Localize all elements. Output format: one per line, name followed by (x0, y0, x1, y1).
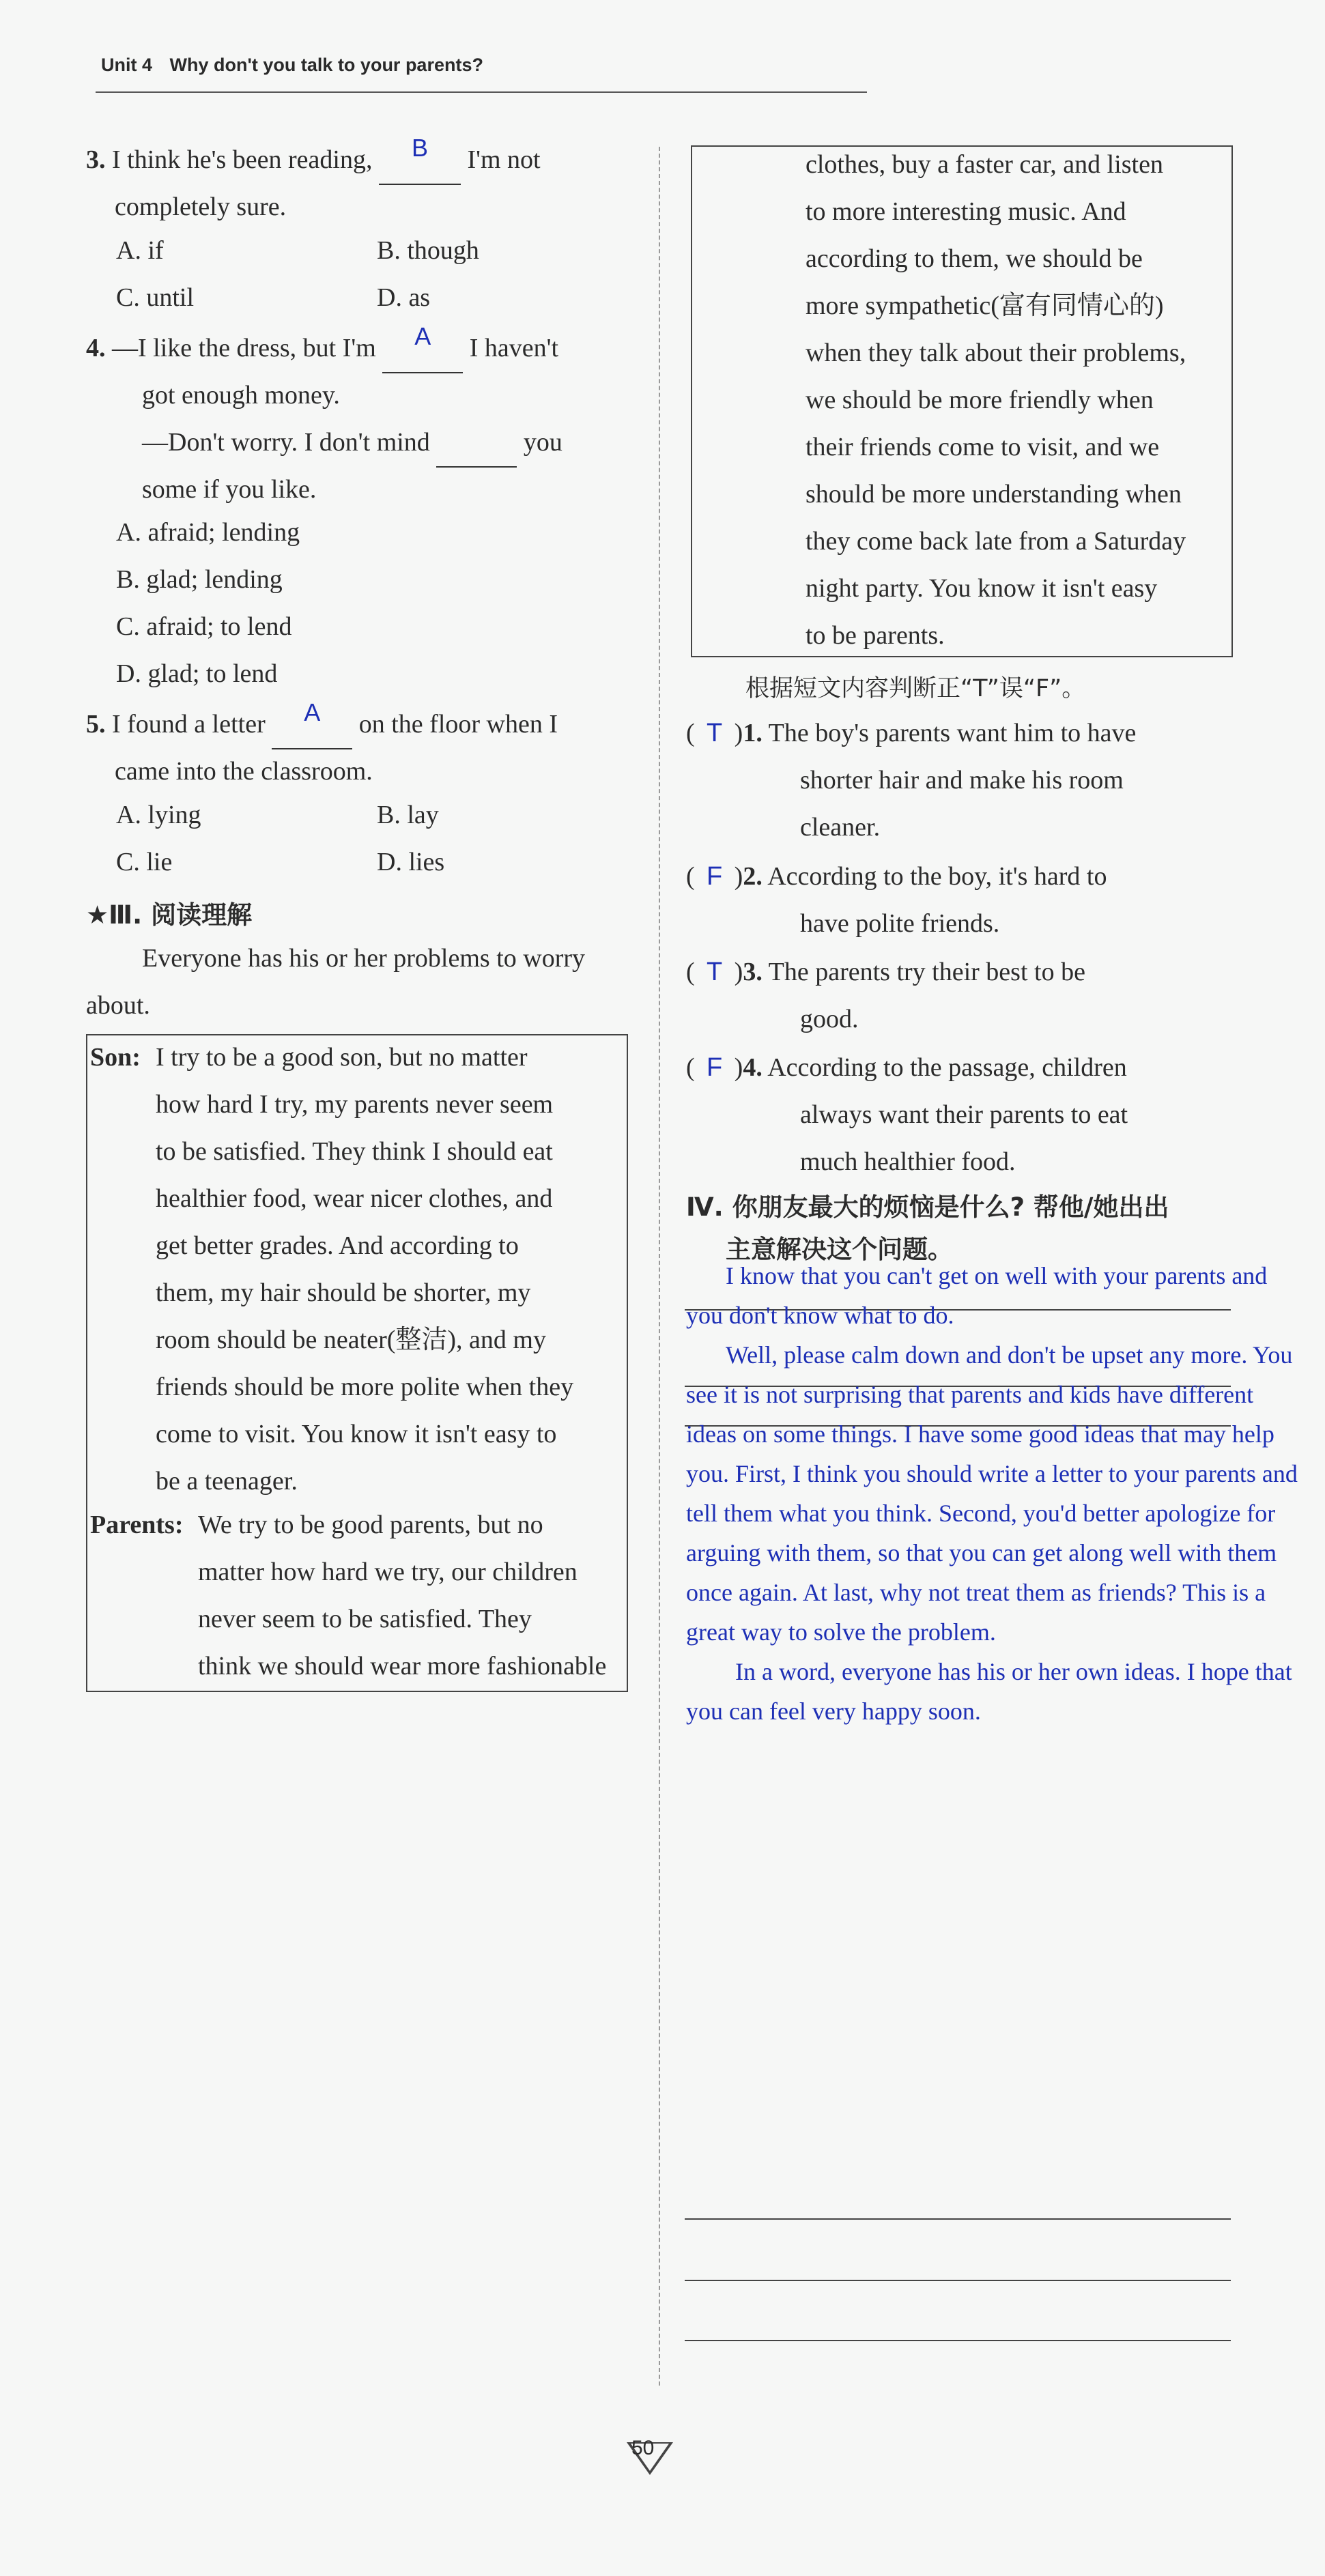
speaker-parents: Parents: (90, 1511, 184, 1539)
question-text: I think he's been reading, (112, 145, 373, 174)
option-c[interactable]: C. until (116, 283, 195, 312)
dialog-line: be a teenager. (156, 1467, 298, 1495)
dialog-line: never seem to be satisfied. They (198, 1605, 532, 1633)
dialog-line: think we should wear more fashionable (198, 1652, 607, 1680)
tf-number: 4. (743, 1053, 763, 1082)
question-4-line4: some if you like. (142, 475, 317, 504)
essay-paragraph-2: Well, please calm down and don't be upset any more. You see it is not surprising that parents and kids have different ideas on some things. I have some good ideas that may help you. First, I think you should write a letter to your parents and tell them what you think. Second, you'd better apologize for arguing with them, so that you can get along well with them once again. At last, why not treat them as friends? This is a great way to solve the problem. (686, 1341, 1298, 1646)
option-b[interactable]: B. though (377, 236, 479, 265)
tf-number: 1. (743, 719, 763, 747)
tf-item-3: ( T )3. The parents try their best to be (686, 949, 1232, 996)
answer-blank[interactable] (379, 134, 461, 185)
question-5 (86, 698, 642, 749)
dialog-line: should be more understanding when (806, 480, 1182, 509)
dialog-line: more sympathetic(富有同情心的) (806, 291, 1164, 320)
essay-answer[interactable] (686, 1256, 1300, 1731)
answer-mark: A (304, 698, 321, 726)
section-3-intro-line1: Everyone has his or her problems to worry (142, 944, 586, 973)
dialog-line: night party. You know it isn't easy (806, 574, 1158, 603)
question-text: I haven't (469, 334, 559, 362)
question-text: on the floor when I (358, 710, 558, 739)
answer-mark: A (414, 322, 431, 350)
tf-answer[interactable]: T (707, 958, 723, 986)
dialog-line: to be satisfied. They think I should eat (156, 1137, 553, 1166)
page-header (101, 55, 483, 76)
question-4 (86, 322, 642, 373)
tf-instruction: 根据短文内容判断正“T”误“F”。 (745, 675, 1086, 702)
question-text: —Don't worry. I don't mind (142, 428, 430, 457)
answer-blank-empty[interactable] (436, 419, 517, 468)
dialog-line: to be parents. (806, 621, 945, 650)
tf-number: 3. (743, 958, 763, 986)
tf-answer[interactable]: T (707, 719, 723, 747)
dialog-line: they come back late from a Saturday (806, 527, 1186, 556)
essay-paragraph-3: In a word, everyone has his or her own ideas. I hope that you can feel very happy soon. (686, 1658, 1292, 1725)
section-4-title-line2: 主意解决这个问题。 (726, 1235, 953, 1264)
dialog-line: get better grades. And according to (156, 1231, 519, 1260)
dialog-line: I try to be a good son, but no matter (156, 1043, 528, 1072)
question-4-line2: got enough money. (142, 381, 340, 410)
option-b[interactable]: B. glad; lending (116, 565, 283, 594)
writing-line (685, 2218, 1231, 2220)
option-b[interactable]: B. lay (377, 801, 439, 829)
section-4-title: Ⅳ. 你朋友最大的烦恼是什么? 帮他/她出出 (686, 1192, 1169, 1222)
question-text: I'm not (467, 145, 541, 174)
dialog-line: we should be more friendly when (806, 386, 1154, 414)
tf-text: good. (800, 1005, 859, 1033)
tf-text: The parents try their best to be (768, 958, 1085, 986)
dialog-line: come to visit. You know it isn't easy to (156, 1420, 557, 1448)
question-number: 5. (86, 710, 106, 739)
section-3-title: ★Ⅲ. 阅读理解 (86, 900, 253, 930)
speaker-son: Son: (90, 1043, 141, 1072)
dialog-line: room should be neater(整洁), and my (156, 1326, 546, 1354)
dialog-line: how hard I try, my parents never seem (156, 1090, 554, 1119)
page-number: 50 (631, 2437, 655, 2459)
question-5-line2: came into the classroom. (115, 757, 373, 786)
answer-blank[interactable] (382, 322, 463, 373)
option-d[interactable]: D. lies (377, 848, 445, 876)
dialog-line: We try to be good parents, but no (198, 1511, 543, 1539)
dialog-line: according to them, we should be (806, 244, 1143, 273)
dialog-line: matter how hard we try, our children (198, 1558, 578, 1586)
tf-number: 2. (743, 862, 763, 891)
tf-text: According to the boy, it's hard to (767, 862, 1107, 891)
tf-answer[interactable]: F (707, 862, 723, 891)
tf-text: The boy's parents want him to have (768, 719, 1137, 747)
writing-line (685, 2340, 1231, 2341)
answer-mark: B (411, 134, 428, 162)
option-d[interactable]: D. glad; to lend (116, 659, 278, 688)
answer-blank[interactable] (272, 698, 352, 749)
option-c[interactable]: C. lie (116, 848, 173, 876)
tf-item-2: ( F )2. According to the boy, it's hard to (686, 853, 1232, 900)
tf-text: have polite friends. (800, 909, 1000, 938)
dialog-line: them, my hair should be shorter, my (156, 1278, 531, 1307)
unit-title: Why don't you talk to your parents? (169, 55, 483, 75)
question-4-line3 (142, 419, 647, 468)
question-3 (86, 134, 642, 185)
section-3-intro-line2: about. (86, 991, 150, 1020)
question-text: you (523, 428, 562, 457)
option-a[interactable]: A. afraid; lending (116, 518, 300, 547)
question-number: 4. (86, 334, 106, 362)
writing-line (685, 2280, 1231, 2281)
tf-item-1: ( T )1. The boy's parents want him to have (686, 710, 1232, 757)
tf-text: much healthier food. (800, 1147, 1016, 1176)
tf-answer[interactable]: F (707, 1053, 723, 1082)
question-3-line2: completely sure. (115, 192, 287, 221)
dialog-line: their friends come to visit, and we (806, 433, 1160, 461)
question-number: 3. (86, 145, 106, 174)
dialog-line: to more interesting music. And (806, 197, 1126, 226)
dialog-line: healthier food, wear nicer clothes, and (156, 1184, 553, 1213)
tf-text: always want their parents to eat (800, 1100, 1128, 1129)
unit-label: Unit 4 (101, 55, 153, 75)
dialog-line: friends should be more polite when they (156, 1373, 574, 1401)
tf-item-4: ( F )4. According to the passage, children (686, 1044, 1232, 1091)
tf-text: According to the passage, children (767, 1053, 1127, 1082)
header-rule (96, 91, 867, 93)
option-a[interactable]: A. lying (116, 801, 201, 829)
option-c[interactable]: C. afraid; to lend (116, 612, 292, 641)
question-text: I found a letter (112, 710, 266, 739)
tf-text: cleaner. (800, 813, 881, 842)
dialog-line: clothes, buy a faster car, and listen (806, 150, 1163, 179)
question-text: —I like the dress, but I'm (112, 334, 376, 362)
option-d[interactable]: D. as (377, 283, 431, 312)
tf-text: shorter hair and make his room (800, 766, 1124, 795)
option-a[interactable]: A. if (116, 236, 164, 265)
essay-paragraph-1: I know that you can't get on well with your parents and you don't know what to do. (686, 1262, 1268, 1329)
dialog-line: when they talk about their problems, (806, 339, 1186, 367)
column-divider (659, 147, 660, 2386)
